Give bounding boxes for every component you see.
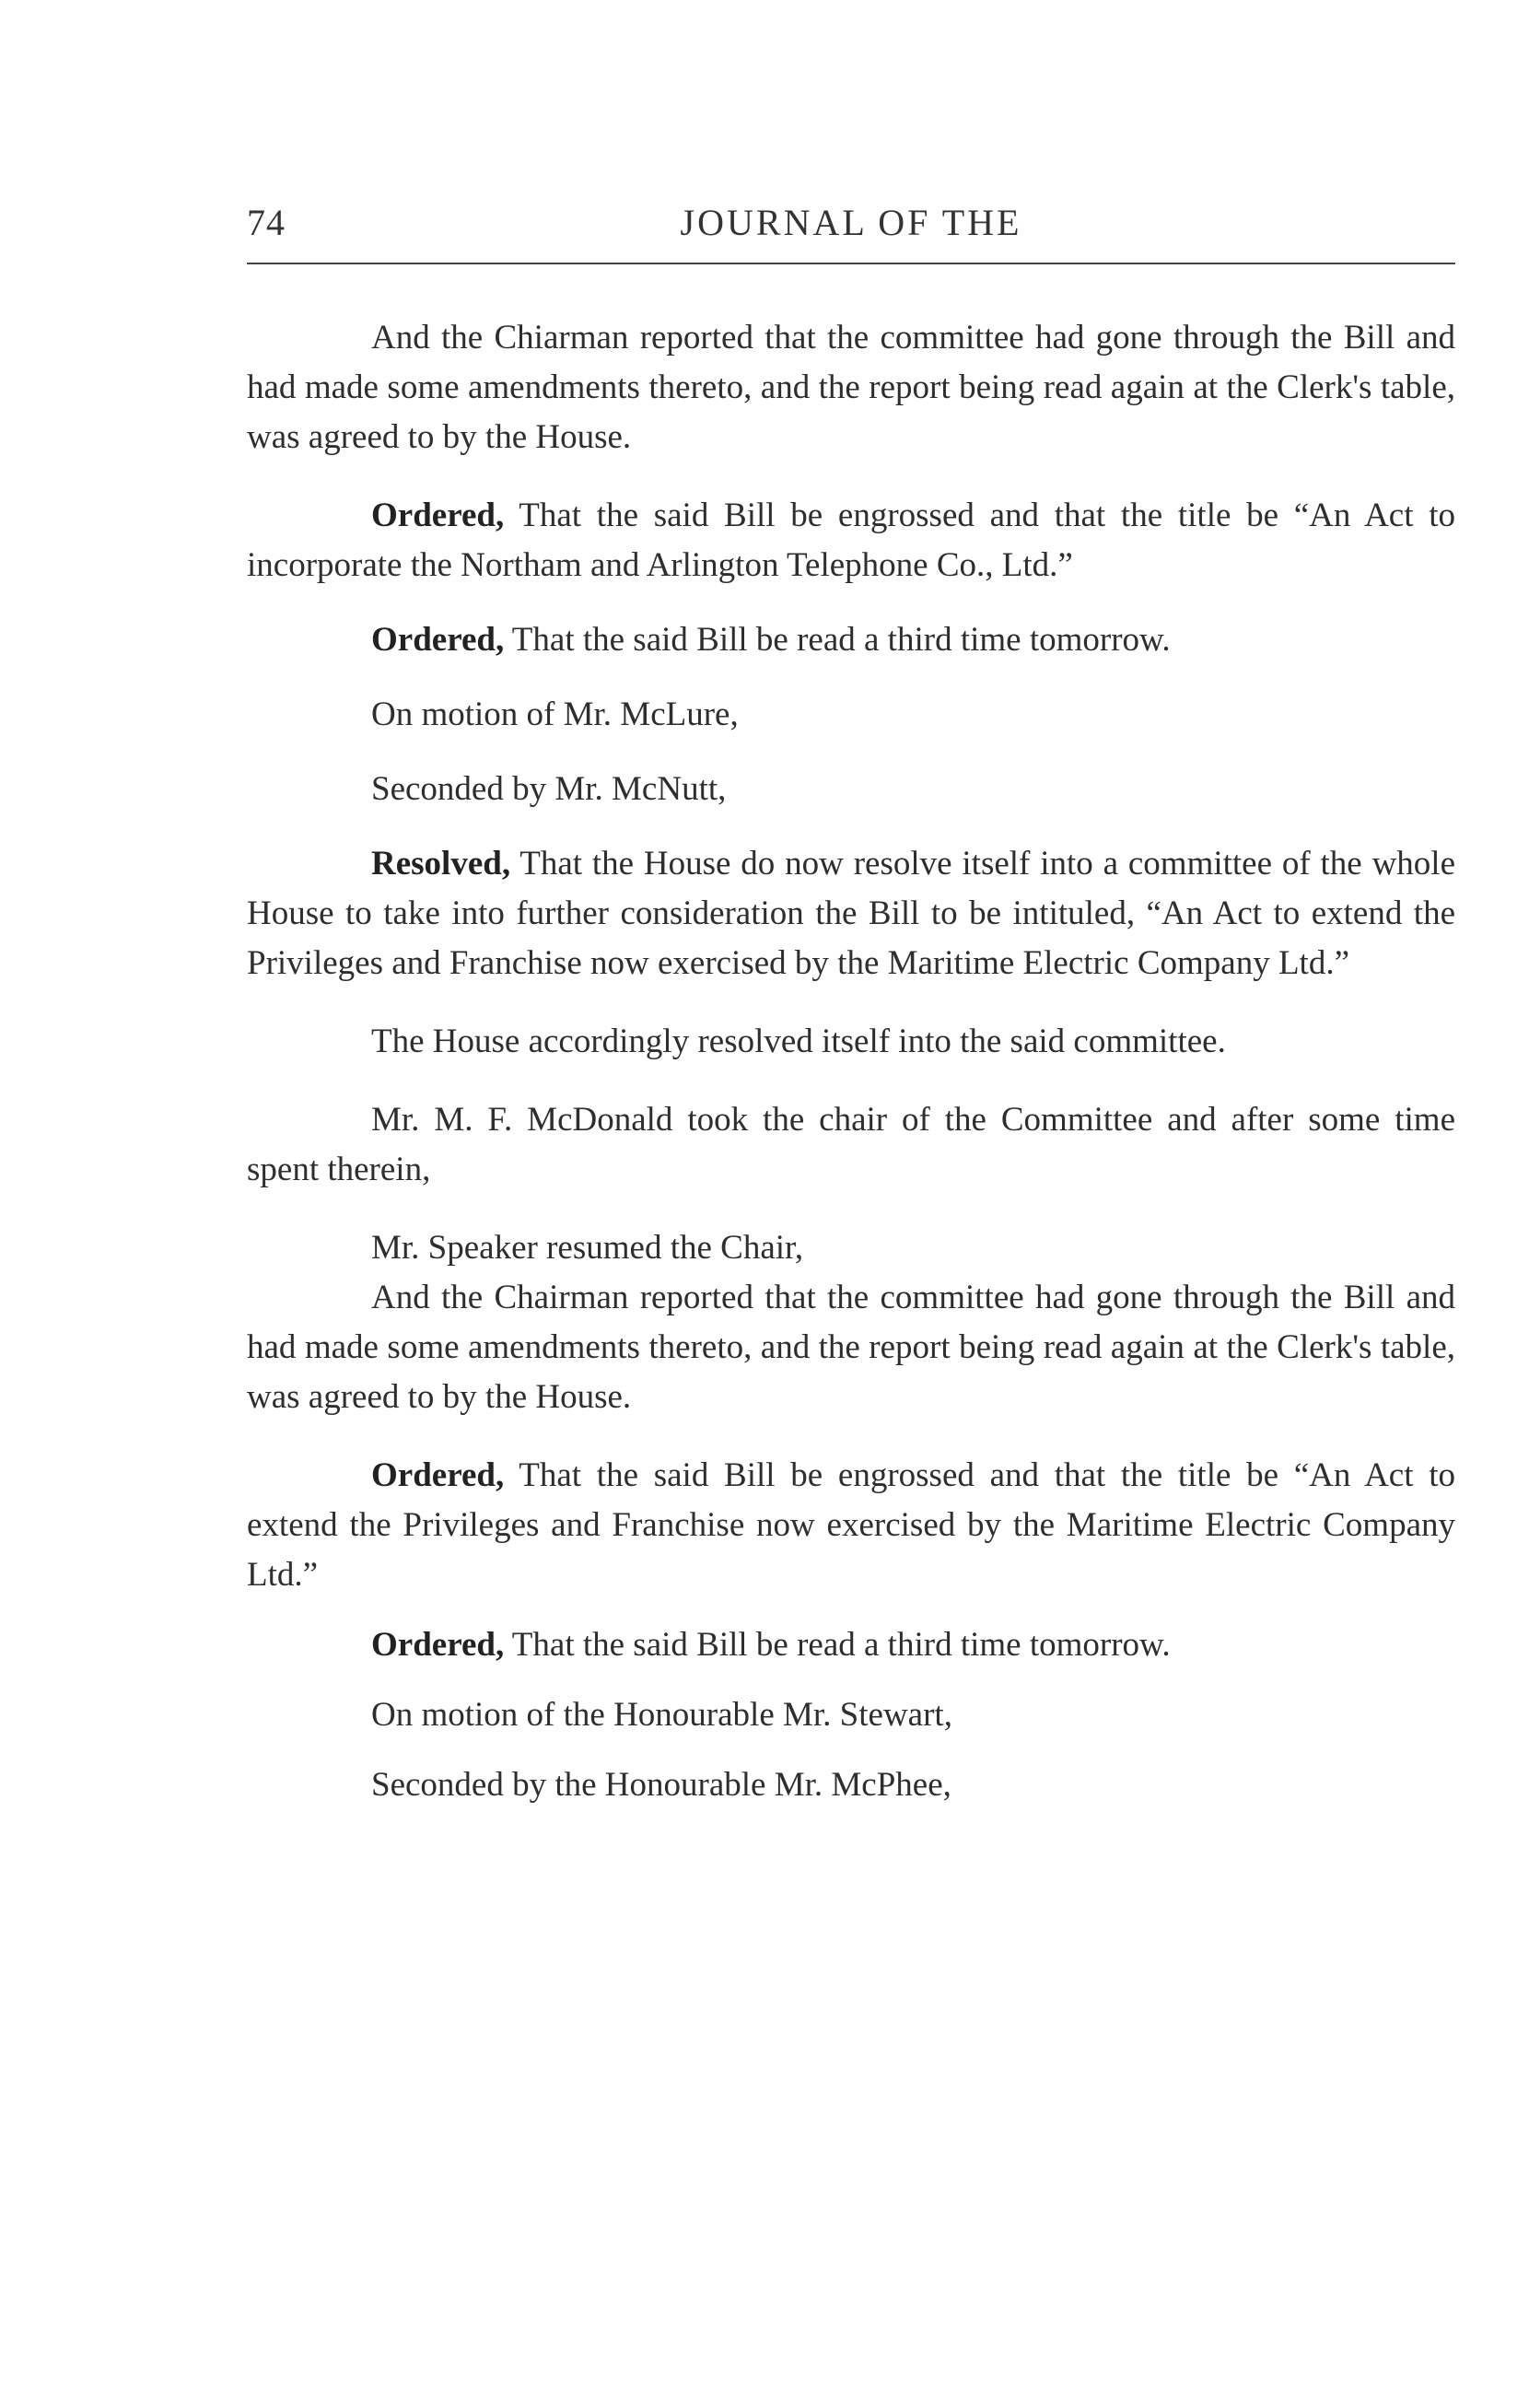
page-number: 74 bbox=[247, 202, 286, 243]
paragraph-speaker-resumed: Mr. Speaker resumed the Chair, bbox=[371, 1229, 804, 1267]
paragraph-ordered-third-reading-1: Ordered, That the said Bill be read a third time tomorrow. bbox=[371, 621, 1171, 659]
paragraph-ordered-third-reading-2: Ordered, That the said Bill be read a third time tomorrow. bbox=[371, 1626, 1171, 1664]
paragraph-chairman-report-1: And the Chiarman reported that the committee had gone through the Bill and had made some amendments thereto, and the report being read again at the Clerk's table, was agreed to by the House. bbox=[247, 319, 1455, 456]
paragraph-ordered-engrossed-2: Ordered, That the said Bill be engrossed and that the title be “An Act to extend the Privileges and Franchise now exercised by the Maritime Electric Company Ltd.” bbox=[247, 1456, 1455, 1594]
paragraph-seconded-mcnutt: Seconded by Mr. McNutt, bbox=[371, 770, 727, 808]
header-rule bbox=[247, 263, 1455, 264]
page-header bbox=[247, 193, 1455, 258]
paragraph-chairman-report-2: And the Chairman reported that the committee had gone through the Bill and had made some amendments thereto, and the report being read again at the Clerk's table, was agreed to by the House. bbox=[247, 1279, 1455, 1416]
paragraph-motion-mclure: On motion of Mr. McLure, bbox=[371, 696, 739, 733]
paragraph-seconded-mcphee: Seconded by the Honourable Mr. McPhee, bbox=[371, 1766, 951, 1804]
journal-body bbox=[247, 313, 1455, 1810]
paragraph-ordered-engrossed-1: Ordered, That the said Bill be engrossed and that the title be “An Act to incorporate the Northam and Arlington Telephone Co., Ltd.” bbox=[247, 497, 1455, 584]
running-head: JOURNAL OF THE bbox=[680, 202, 1022, 243]
paragraph-motion-stewart: On motion of the Honourable Mr. Stewart, bbox=[371, 1696, 952, 1734]
paragraph-resolved-committee: Resolved, That the House do now resolve itself into a committee of the whole House to take into further consideration the Bill to be intituled, “An Act to extend the Privileges and Franchise now exercised by the Maritime Electric Company Ltd.” bbox=[247, 845, 1455, 982]
paragraph-house-resolved: The House accordingly resolved itself into the said committee. bbox=[371, 1023, 1226, 1060]
paragraph-mcdonald-chair: Mr. M. F. McDonald took the chair of the Committee and after some time spent therein, bbox=[247, 1101, 1455, 1188]
